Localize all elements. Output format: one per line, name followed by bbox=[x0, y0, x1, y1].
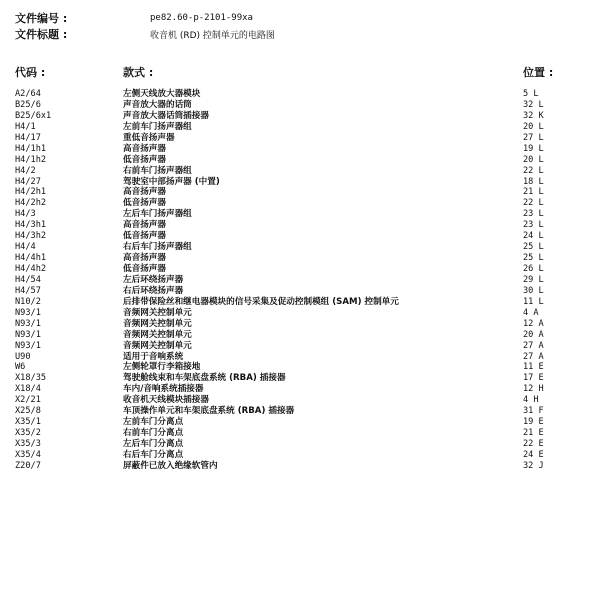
component-position: 30 L bbox=[523, 285, 544, 296]
component-position: 17 E bbox=[523, 373, 544, 384]
component-position: 22 L bbox=[523, 198, 544, 209]
component-description: 音频网关控制单元 bbox=[123, 318, 192, 329]
list-item bbox=[15, 417, 590, 428]
component-description: 右后车门分离点 bbox=[123, 449, 184, 460]
component-description: 屏蔽件已放入绝缘软管内 bbox=[123, 460, 218, 471]
list-item bbox=[15, 406, 590, 417]
component-position: 32 L bbox=[523, 99, 544, 110]
component-position: 23 L bbox=[523, 209, 544, 220]
component-code: X18/35 bbox=[15, 373, 47, 384]
component-code: N93/1 bbox=[15, 329, 41, 340]
component-position: 32 J bbox=[523, 460, 544, 471]
doc-title-row bbox=[15, 26, 575, 42]
doc-title-value: 收音机 (RD) 控制单元的电路图 bbox=[150, 30, 275, 41]
doc-number-row bbox=[15, 10, 575, 26]
component-position: 24 E bbox=[523, 449, 544, 460]
list-item bbox=[15, 439, 590, 450]
list-item bbox=[15, 275, 590, 286]
list-item bbox=[15, 308, 590, 319]
component-description: 车内/音响系统插接器 bbox=[123, 384, 204, 395]
component-code: W6 bbox=[15, 362, 26, 373]
component-description: 车顶操作单元和车架底盘系统 (RBA) 插接器 bbox=[123, 406, 295, 417]
component-code: A2/64 bbox=[15, 89, 41, 99]
list-item bbox=[15, 384, 590, 395]
list-item bbox=[15, 220, 590, 231]
component-description: 左侧天线放大器模块 bbox=[123, 89, 201, 99]
component-position: 18 L bbox=[523, 176, 544, 187]
list-item bbox=[15, 264, 590, 275]
list-item bbox=[15, 297, 590, 308]
component-description: 低音扬声器 bbox=[123, 198, 166, 209]
component-position: 25 L bbox=[523, 253, 544, 264]
component-position: 27 L bbox=[523, 132, 544, 143]
list-item bbox=[15, 100, 590, 111]
component-code: H4/3h1 bbox=[15, 220, 47, 231]
list-item bbox=[15, 253, 590, 264]
component-position: 11 L bbox=[523, 296, 544, 307]
component-position: 27 A bbox=[523, 351, 544, 362]
list-item bbox=[15, 341, 590, 352]
component-code: X35/4 bbox=[15, 449, 41, 460]
component-position: 23 L bbox=[523, 220, 544, 231]
component-code: X35/2 bbox=[15, 428, 41, 439]
component-code: H4/2 bbox=[15, 165, 36, 176]
list-item bbox=[15, 177, 590, 188]
component-description: 高音扬声器 bbox=[123, 253, 166, 264]
list-item bbox=[15, 209, 590, 220]
component-position: 21 E bbox=[523, 428, 544, 439]
component-code: H4/54 bbox=[15, 274, 41, 285]
component-description: 右后车门扬声器组 bbox=[123, 242, 192, 253]
component-description: 适用于音响系统 bbox=[123, 351, 184, 362]
list-item bbox=[15, 89, 590, 100]
component-description: 左后车门扬声器组 bbox=[123, 209, 192, 220]
component-position: 11 E bbox=[523, 362, 544, 373]
list-item bbox=[15, 231, 590, 242]
list-item bbox=[15, 286, 590, 297]
list-item bbox=[15, 166, 590, 177]
component-code: H4/1 bbox=[15, 121, 36, 132]
doc-title-label: 文件标题 : bbox=[15, 28, 68, 41]
component-code: X25/8 bbox=[15, 406, 41, 417]
list-item bbox=[15, 450, 590, 461]
component-position: 22 E bbox=[523, 439, 544, 449]
component-description: 驾驶室中部扬声器 (中置) bbox=[123, 176, 220, 187]
component-code: N93/1 bbox=[15, 307, 41, 318]
component-code: N93/1 bbox=[15, 340, 41, 351]
component-description: 右后环绕扬声器 bbox=[123, 285, 184, 296]
list-item bbox=[15, 242, 590, 253]
component-code: H4/4h1 bbox=[15, 253, 47, 264]
component-list bbox=[15, 89, 590, 472]
list-item bbox=[15, 198, 590, 209]
component-code: H4/17 bbox=[15, 132, 41, 143]
component-description: 左前车门分离点 bbox=[123, 417, 184, 428]
component-code: X18/4 bbox=[15, 384, 41, 395]
component-position: 21 L bbox=[523, 187, 544, 198]
component-description: 右前车门扬声器组 bbox=[123, 165, 192, 176]
component-description: 低音扬声器 bbox=[123, 154, 166, 165]
component-position: 20 L bbox=[523, 154, 544, 165]
component-description: 高音扬声器 bbox=[123, 220, 166, 231]
list-item bbox=[15, 187, 590, 198]
component-code: B25/6x1 bbox=[15, 110, 52, 121]
component-position: 29 L bbox=[523, 274, 544, 285]
component-description: 声音放大器的话筒 bbox=[123, 99, 192, 110]
list-item bbox=[15, 461, 590, 472]
component-code: X2/21 bbox=[15, 395, 41, 406]
component-position: 12 H bbox=[523, 384, 544, 395]
component-position: 4 H bbox=[523, 395, 539, 406]
component-position: 5 L bbox=[523, 89, 539, 99]
component-description: 音频网关控制单元 bbox=[123, 329, 192, 340]
component-code: H4/4 bbox=[15, 242, 36, 253]
component-code: H4/27 bbox=[15, 176, 41, 187]
component-position: 25 L bbox=[523, 242, 544, 253]
doc-number-label: 文件编号 : bbox=[15, 12, 68, 25]
component-position: 19 L bbox=[523, 143, 544, 154]
component-code: U90 bbox=[15, 351, 31, 362]
component-code: H4/57 bbox=[15, 285, 41, 296]
component-code: H4/1h2 bbox=[15, 154, 47, 165]
component-code: H4/2h1 bbox=[15, 187, 47, 198]
component-position: 27 A bbox=[523, 340, 544, 351]
list-item bbox=[15, 373, 590, 384]
component-description: 声音放大器话筒插接器 bbox=[123, 110, 209, 121]
component-code: H4/2h2 bbox=[15, 198, 47, 209]
header-position: 位置 : bbox=[523, 66, 554, 79]
document-meta bbox=[15, 10, 575, 42]
component-position: 19 E bbox=[523, 417, 544, 428]
header-description: 款式 : bbox=[123, 66, 154, 79]
component-code: X35/3 bbox=[15, 439, 41, 449]
component-position: 32 K bbox=[523, 110, 544, 121]
component-code: H4/4h2 bbox=[15, 264, 47, 274]
component-position: 12 A bbox=[523, 318, 544, 329]
doc-number-value: pe82.60-p-2101-99xa bbox=[150, 13, 253, 23]
component-description: 左后车门分离点 bbox=[123, 439, 184, 449]
component-code: X35/1 bbox=[15, 417, 41, 428]
component-position: 31 F bbox=[523, 406, 544, 417]
component-description: 重低音扬声器 bbox=[123, 132, 175, 143]
component-position: 20 L bbox=[523, 121, 544, 132]
list-item bbox=[15, 144, 590, 155]
list-item bbox=[15, 428, 590, 439]
component-code: H4/1h1 bbox=[15, 143, 47, 154]
component-code: B25/6 bbox=[15, 99, 41, 110]
list-item bbox=[15, 330, 590, 341]
component-description: 音频网关控制单元 bbox=[123, 307, 192, 318]
list-item bbox=[15, 352, 590, 363]
component-code: H4/3h2 bbox=[15, 231, 47, 242]
component-description: 低音扬声器 bbox=[123, 264, 166, 274]
column-headers bbox=[15, 64, 590, 80]
component-description: 高音扬声器 bbox=[123, 187, 166, 198]
component-code: H4/3 bbox=[15, 209, 36, 220]
component-description: 右前车门分离点 bbox=[123, 428, 184, 439]
component-description: 左前车门扬声器组 bbox=[123, 121, 192, 132]
list-item bbox=[15, 111, 590, 122]
header-code: 代码 : bbox=[15, 66, 46, 79]
list-item bbox=[15, 395, 590, 406]
component-code: Z20/7 bbox=[15, 460, 41, 471]
component-description: 左侧轮罩行李箱接地 bbox=[123, 362, 201, 373]
list-item bbox=[15, 319, 590, 330]
list-item bbox=[15, 155, 590, 166]
component-description: 高音扬声器 bbox=[123, 143, 166, 154]
component-position: 24 L bbox=[523, 231, 544, 242]
component-description: 收音机天线模块插接器 bbox=[123, 395, 209, 406]
component-position: 4 A bbox=[523, 307, 539, 318]
component-description: 驾驶舱线束和车架底盘系统 (RBA) 插接器 bbox=[123, 373, 286, 384]
list-item bbox=[15, 133, 590, 144]
component-code: N93/1 bbox=[15, 318, 41, 329]
component-position: 22 L bbox=[523, 165, 544, 176]
component-code: N10/2 bbox=[15, 296, 41, 307]
component-description: 后排带保险丝和继电器模块的信号采集及促动控制模组 (SAM) 控制单元 bbox=[123, 296, 399, 307]
component-description: 左后环绕扬声器 bbox=[123, 274, 184, 285]
list-item bbox=[15, 362, 590, 373]
component-description: 音频网关控制单元 bbox=[123, 340, 192, 351]
component-description: 低音扬声器 bbox=[123, 231, 166, 242]
component-position: 20 A bbox=[523, 329, 544, 340]
list-item bbox=[15, 122, 590, 133]
component-position: 26 L bbox=[523, 264, 544, 274]
